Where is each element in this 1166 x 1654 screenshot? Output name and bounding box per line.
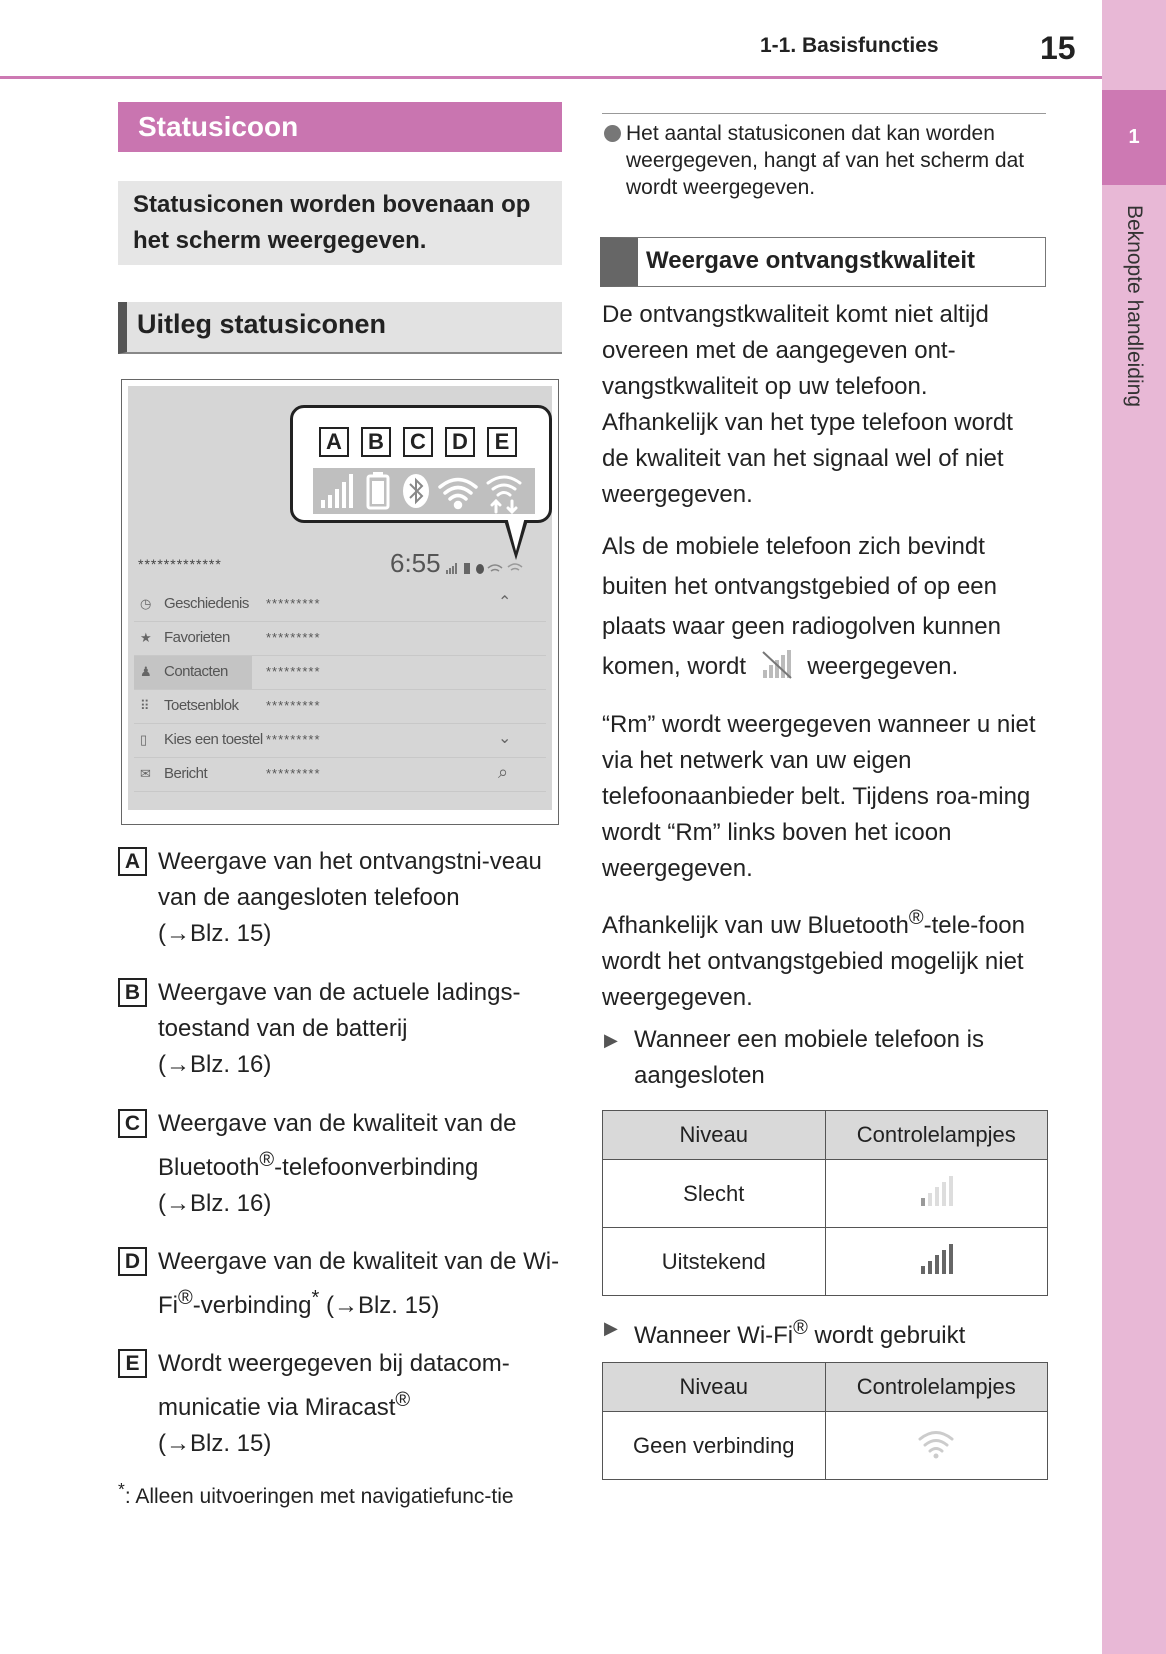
subsection-title: Uitleg statusiconen <box>118 302 562 354</box>
bluetooth-icon <box>403 474 429 508</box>
signal-level-table <box>602 1110 1048 1296</box>
case-wifi: ▶ Wanneer Wi-Fi® wordt gebruikt <box>602 1310 1046 1354</box>
paragraph-out-of-range: Als de mobiele telefoon zich bevindt buiten het ontvangstgebied of op een plaats waar geen radiogolven kunnen komen, wordt weergegeven. <box>602 533 1001 680</box>
clock: 6:55 <box>390 548 441 578</box>
letter-d: D <box>445 427 475 457</box>
menu-item-bericht[interactable]: ✉ Bericht ********* ⌕ <box>134 758 546 792</box>
wifi-icon <box>916 1427 956 1459</box>
letter-c: C <box>403 427 433 457</box>
phone-device-icon: ▯ <box>140 732 148 747</box>
status-icon-figure <box>121 379 559 825</box>
signal-excellent-icon <box>918 1242 954 1276</box>
wifi-level-table <box>602 1362 1048 1480</box>
legend-item-a: A Weergave van het ontvangstni-veau van de aangesloten telefoon (→Blz. 15) <box>118 844 564 952</box>
chapter-label: Beknopte handleiding <box>1123 205 1146 408</box>
col-niveau: Niveau <box>603 1111 826 1160</box>
search-icon[interactable]: ⌕ <box>498 762 509 782</box>
icon-strip <box>313 468 535 514</box>
clock-icon: ◷ <box>140 596 152 611</box>
footnote: *: Alleen uitvoeringen met navigatiefunc-tie <box>118 1479 514 1508</box>
phone-menu <box>134 588 546 792</box>
col-niveau: Niveau <box>603 1363 826 1412</box>
bullet-dot-icon <box>604 125 621 142</box>
page-number: 15 <box>1040 30 1076 66</box>
wifi-icon <box>440 480 476 508</box>
right-top-rule <box>602 113 1046 114</box>
letter-b: B <box>361 427 391 457</box>
scroll-down-icon[interactable]: ⌄ <box>498 730 512 747</box>
chapter-sidebar <box>1102 0 1166 1654</box>
chapter-tab[interactable]: 1 <box>1102 90 1166 185</box>
col-controlelampjes: Controlelampjes <box>825 1363 1048 1412</box>
page-title: Statusicoon <box>118 102 562 152</box>
no-signal-icon <box>759 648 795 680</box>
letter-e: E <box>487 427 517 457</box>
table-row: Uitstekend <box>603 1228 1048 1296</box>
miracast-icon <box>488 477 520 512</box>
signal-bars-icon <box>321 474 353 508</box>
reception-subtitle: Weergave ontvangstkwaliteit <box>600 237 1046 287</box>
phone-screen <box>128 386 552 810</box>
header-rule <box>0 76 1102 79</box>
signal-weak-icon <box>918 1174 954 1208</box>
keypad-icon: ⠿ <box>140 698 150 713</box>
case-phone-connected: ▶ Wanneer een mobiele telefoon is aangesloten <box>602 1022 1046 1094</box>
paragraph-roaming: “Rm” wordt weergegeven wanneer u niet via het netwerk van uw eigen telefoonaanbieder belt. Tijdens roa-ming wordt “Rm” links boven het icoon weergegeven. <box>602 711 1036 882</box>
envelope-icon: ✉ <box>140 766 151 781</box>
menu-item-geschiedenis[interactable]: ◷ Geschiedenis ********* ⌃ <box>134 588 546 622</box>
intro-box: Statusiconen worden bovenaan op het scherm weergegeven. <box>118 181 562 265</box>
table-row: Geen verbinding <box>603 1412 1048 1480</box>
scroll-up-icon[interactable]: ⌃ <box>498 594 512 611</box>
menu-item-contacten[interactable]: ♟ Contacten ********* <box>134 656 546 690</box>
col-controlelampjes: Controlelampjes <box>825 1111 1048 1160</box>
section-title: 1-1. Basisfuncties <box>760 34 939 57</box>
masked-title: ************* <box>138 556 222 572</box>
triangle-bullet-icon: ▶ <box>604 1030 618 1050</box>
screen-statusbar <box>128 546 552 582</box>
menu-item-kies-toestel[interactable]: ▯ Kies een toestel ********* ⌄ <box>134 724 546 758</box>
menu-item-toetsenblok[interactable]: ⠿ Toetsenblok ********* <box>134 690 546 724</box>
menu-item-favorieten[interactable]: ★ Favorieten ********* <box>134 622 546 656</box>
legend-item-c: C Weergave van de kwaliteit van de Bluetooth®-telefoonverbinding (→Blz. 16) <box>118 1106 564 1222</box>
callout-letters <box>319 427 517 457</box>
legend-item-e: E Wordt weergegeven bij datacom-municatie via Miracast® (→Blz. 15) <box>118 1346 564 1462</box>
legend-item-b: B Weergave van de actuele ladings-toestand van de batterij (→Blz. 16) <box>118 975 564 1083</box>
paragraph-reception: De ontvangstkwaliteit komt niet altijd overeen met de aangegeven ont-vangstkwaliteit op uw telefoon. Afhankelijk van het type telefoon wordt de kwaliteit van het signaal wel of niet weergegeven. <box>602 301 1013 508</box>
star-icon: ★ <box>140 630 152 645</box>
mini-status-icons <box>444 560 544 576</box>
icon-callout <box>290 405 552 523</box>
battery-icon <box>368 472 388 508</box>
paragraph-bluetooth: Afhankelijk van uw Bluetooth®-tele-foon wordt het ontvangstgebied mogelijk niet weergegeven. <box>602 907 1025 1011</box>
letter-a: A <box>319 427 349 457</box>
note-bullet: Het aantal statusiconen dat kan worden weergegeven, hangt af van het scherm dat wordt weergegeven. <box>602 120 1046 201</box>
table-row: Slecht <box>603 1160 1048 1228</box>
legend-item-d: D Weergave van de kwaliteit van de Wi-Fi®-verbinding* (→Blz. 15) <box>118 1244 564 1324</box>
triangle-bullet-icon: ▶ <box>604 1318 618 1338</box>
person-icon: ♟ <box>140 664 152 679</box>
